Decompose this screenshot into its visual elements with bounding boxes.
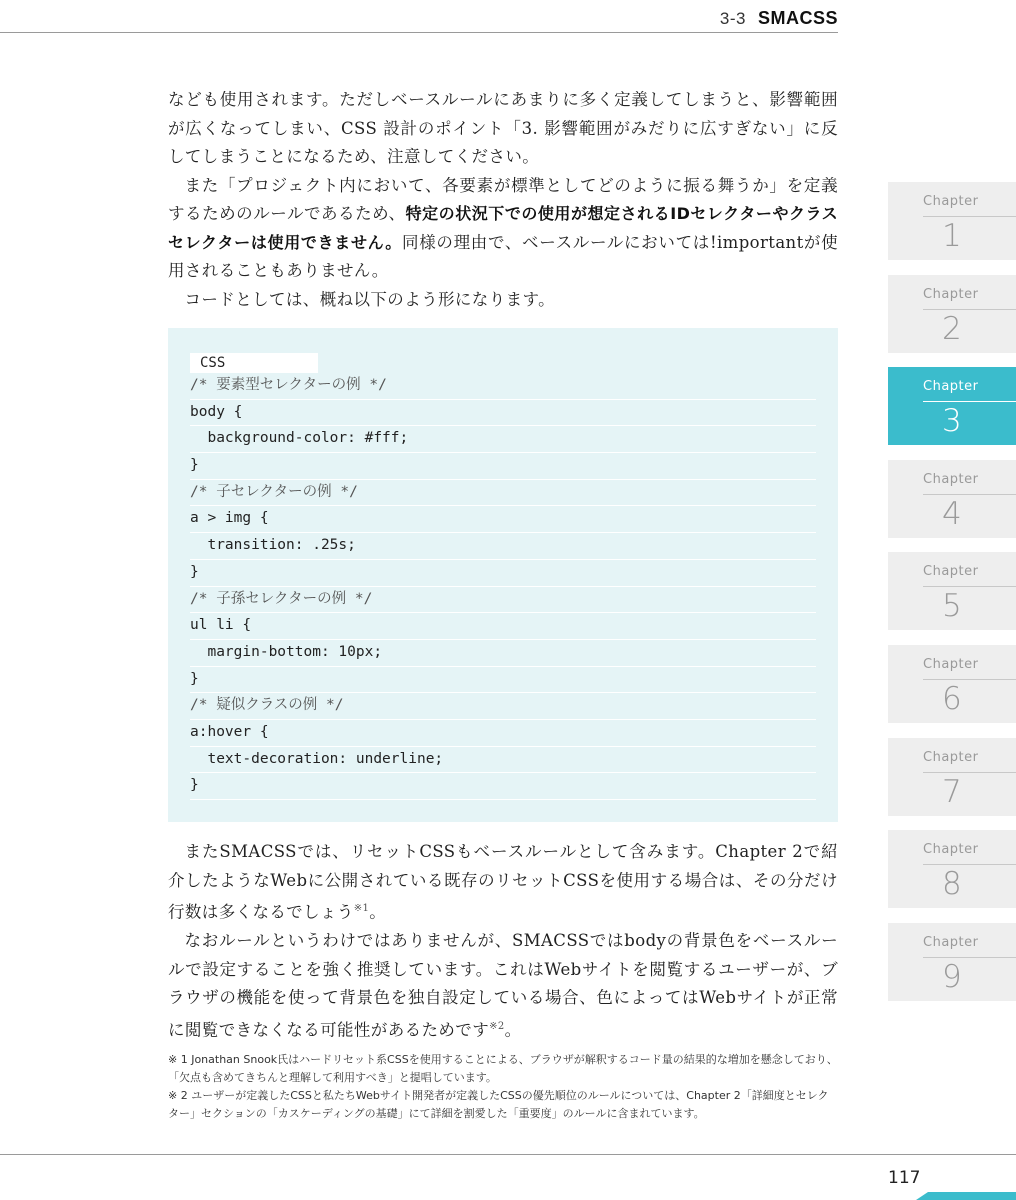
code-lines bbox=[190, 373, 816, 800]
code-line: } bbox=[190, 560, 816, 587]
footnote-2: ※ 2 ユーザーが定義したCSSと私たちWebサイト開発者が定義したCSSの優先順位のルールについては、Chapter 2「詳細度とセレクター」セクションの「カスケーディングの基礎」にて詳細を割愛した「重要度」のルールに含まれています。 bbox=[168, 1088, 829, 1120]
section-title: SMACSS bbox=[757, 8, 838, 28]
chapter-tab-number: 8 bbox=[942, 866, 962, 903]
chapter-tab-number: 1 bbox=[942, 218, 962, 254]
page-number: 117 bbox=[888, 1168, 921, 1188]
code-line: background-color: #fff; bbox=[190, 426, 816, 453]
chapter-tab-label: Chapter bbox=[923, 471, 979, 487]
chapter-tab-label: Chapter bbox=[923, 564, 979, 580]
code-line: /* 子セレクターの例 */ bbox=[190, 480, 816, 507]
chapter-tab-8[interactable] bbox=[888, 830, 1016, 908]
chapter-tab-rule bbox=[923, 864, 1016, 865]
section-heading bbox=[720, 8, 838, 29]
footnote-ref-1[interactable]: ※1 bbox=[353, 903, 370, 914]
chapter-nav bbox=[888, 182, 1016, 1015]
code-line: body { bbox=[190, 400, 816, 427]
chapter-tab-label: Chapter bbox=[923, 934, 979, 950]
code-line: /* 疑似クラスの例 */ bbox=[190, 693, 816, 720]
main-content bbox=[168, 86, 838, 1123]
chapter-tab-label: Chapter bbox=[923, 379, 979, 395]
code-line: a > img { bbox=[190, 506, 816, 533]
footnote-ref-2[interactable]: ※2 bbox=[489, 1020, 505, 1032]
code-line: /* 子孫セレクターの例 */ bbox=[190, 587, 816, 614]
chapter-tab-label: Chapter bbox=[923, 842, 979, 858]
chapter-tab-5[interactable] bbox=[888, 552, 1016, 630]
chapter-tab-number: 9 bbox=[942, 958, 962, 995]
running-header bbox=[0, 0, 838, 33]
chapter-tab-rule bbox=[923, 494, 1016, 495]
footnote-1: ※ 1 Jonathan Snook氏はハードリセット系CSSを使用することによる、ブラウザが解釈するコード量の結果的な増加を懸念しており、「欠点も含めてきちんと理解して利用すべき」と提唱しています。 bbox=[168, 1052, 838, 1084]
code-line: transition: .25s; bbox=[190, 533, 816, 560]
chapter-tab-label: Chapter bbox=[923, 656, 979, 672]
code-line: a:hover { bbox=[190, 720, 816, 747]
code-language-label: CSS bbox=[190, 353, 318, 373]
code-line: ul li { bbox=[190, 613, 816, 640]
chapter-tab-number: 6 bbox=[942, 680, 962, 717]
paragraph-4-text: またSMACSSでは、リセットCSSもベースルールとして含みます。Chapter 2で紹介したようなWebに公開されている既存のリセットCSSを使用する場合は、その分だけ行数は多くなるでしょう bbox=[168, 842, 838, 922]
paragraph-5 bbox=[168, 927, 838, 1045]
paragraph-2-emphasis: 特定の状況下での使用が想定されるIDセレクターやクラスセレクターは使用できません。 bbox=[168, 204, 838, 252]
paragraph-2-text-b: 同様の理由で、ベースルールにおいては!importantが使用されることもありません。 bbox=[168, 232, 838, 280]
paragraph-5-text: なおルールというわけではありませんが、SMACSSではbodyの背景色をベースルールで設定することを強く推奨しています。これはWebサイトを閲覧するユーザーが、ブラウザの機能を使って背景色を独自設定している場合、色によってはWebサイトが正常に閲覧できなくなる可能性があるためです bbox=[168, 931, 838, 1039]
chapter-tab-label: Chapter bbox=[923, 194, 979, 209]
code-line: } bbox=[190, 453, 816, 480]
chapter-tab-number: 7 bbox=[942, 773, 962, 810]
chapter-tab-number: 4 bbox=[942, 495, 962, 532]
chapter-tab-rule bbox=[923, 957, 1016, 958]
chapter-tab-2[interactable] bbox=[888, 275, 1016, 353]
chapter-tab-rule bbox=[923, 586, 1016, 587]
chapter-tab-3[interactable] bbox=[888, 367, 1016, 445]
code-line: text-decoration: underline; bbox=[190, 747, 816, 774]
paragraph-2-text-a: また「プロジェクト内において、各要素が標準としてどのように振る舞うか」を定義するためのルールであるため、 bbox=[168, 175, 838, 223]
paragraph-4-end: 。 bbox=[369, 902, 387, 922]
chapter-tab-rule bbox=[923, 309, 1016, 310]
code-line: } bbox=[190, 667, 816, 694]
chapter-tab-rule bbox=[923, 772, 1016, 773]
section-number: 3-3 bbox=[719, 9, 746, 28]
chapter-tab-number: 5 bbox=[942, 588, 962, 625]
chapter-tab-label: Chapter bbox=[923, 286, 979, 302]
chapter-tab-rule bbox=[923, 216, 1016, 217]
footer-divider bbox=[0, 1154, 1016, 1155]
paragraph-5-end: 。 bbox=[504, 1020, 522, 1039]
footnotes bbox=[168, 1051, 838, 1123]
chapter-tab-label: Chapter bbox=[923, 749, 979, 765]
paragraph-3: コードとしては、概ね以下のよう形になります。 bbox=[184, 289, 555, 309]
chapter-tab-rule bbox=[923, 679, 1016, 680]
code-line: margin-bottom: 10px; bbox=[190, 640, 816, 667]
chapter-tab-rule bbox=[923, 401, 1016, 402]
code-line: /* 要素型セレクターの例 */ bbox=[190, 373, 816, 400]
chapter-tab-6[interactable] bbox=[888, 645, 1016, 723]
chapter-tab-1[interactable] bbox=[888, 182, 1016, 260]
code-line: } bbox=[190, 773, 816, 800]
chapter-tab-number: 2 bbox=[942, 310, 962, 347]
paragraph-2 bbox=[168, 172, 838, 286]
chapter-tab-9[interactable] bbox=[888, 923, 1016, 1001]
chapter-tab-7[interactable] bbox=[888, 738, 1016, 816]
paragraph-1: なども使用されます。ただしベースルールにあまりに多く定義してしまうと、影響範囲が広くなってしまい、CSS 設計のポイント「3. 影響範囲がみだりに広すぎない」に反してしまうことになるため、注意してください。 bbox=[168, 90, 838, 166]
paragraph-4 bbox=[168, 838, 838, 927]
code-block bbox=[168, 328, 838, 822]
chapter-tab-number: 3 bbox=[942, 403, 962, 440]
chapter-tab-4[interactable] bbox=[888, 460, 1016, 538]
